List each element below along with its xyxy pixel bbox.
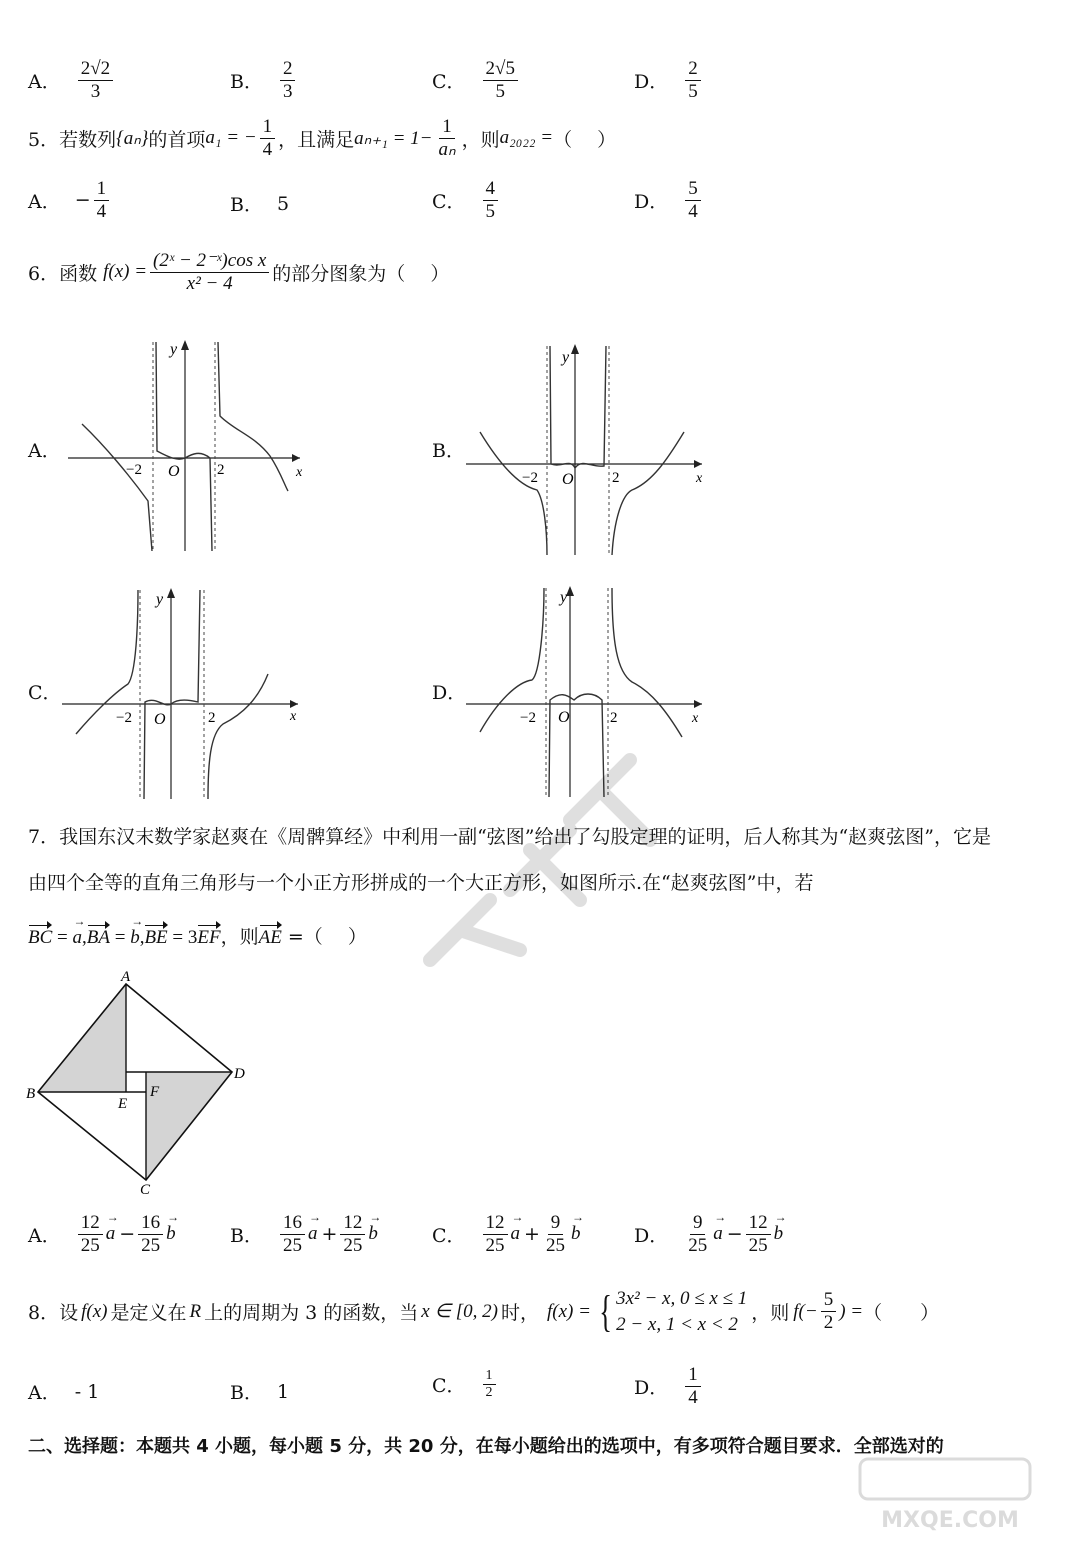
brand-text: MXQE.COM <box>881 1508 1019 1533</box>
q6-option-d-label: D． <box>432 682 467 704</box>
q6-c-origin: O <box>154 711 166 728</box>
q6-question: 6．函数 f(x) = $\frac{\text{(2ˣ − 2⁻ˣ)cos x}}{\text{x² − 4}}$ 的部分图象为（ ） <box>28 250 450 294</box>
q7-point-b: B <box>26 1086 36 1102</box>
q6-c-x-label: x <box>290 709 297 724</box>
q6-b-pos2: 2 <box>612 470 620 486</box>
q6-c-neg2: −2 <box>116 710 132 726</box>
q4-c-fraction: $\frac{2√5}{5}$ <box>483 58 518 103</box>
brand-logo-icon <box>850 1455 1050 1535</box>
q6-option-b-label: B． <box>432 440 465 462</box>
q7-condition: BC = → a,BA = → b,BE = 3EF，则AE =（ ） <box>28 922 367 949</box>
q5-question: 5．若数列 {aₙ} 的首项 a₁ = − $\frac{1}{4}$ ，且满足 aₙ₊₁ = 1− $\frac{1}{\text{aₙ}}$ ，则 a₂₀₂₂ = （ ） <box>28 116 617 160</box>
q6-a-x-label: x <box>296 465 303 480</box>
q6-c-pos2: 2 <box>208 710 216 726</box>
q5-option-c: C． $\frac{4}{5}$ <box>432 178 501 223</box>
q7-option-a: A． $\frac{12}{25}$ → a − $\frac{16}{25}$ → b <box>28 1212 176 1257</box>
q7-line1: 7．我国东汉末数学家赵爽在《周髀算经》中利用一副“弦图”给出了勾股定理的证明，后人称其为“赵爽弦图”，它是 <box>28 826 991 848</box>
q7-option-d: D． $\frac{9}{25}$ → a − $\frac{12}{25}$ → b <box>634 1212 783 1257</box>
q4-option-b: B． $\frac{2}{3}$ <box>230 58 298 103</box>
q6-graph-b <box>462 340 712 560</box>
q6-option-a-label: A． <box>28 440 61 462</box>
q6-d-x-label: x <box>692 711 699 726</box>
q8-option-a: A． - 1 <box>28 1380 100 1404</box>
q7-point-e: E <box>118 1096 128 1112</box>
q8-option-c: C． $\frac{1}{2}$ <box>432 1368 499 1401</box>
watermark-stamp-icon <box>400 730 680 990</box>
q4-b-fraction: $\frac{2}{3}$ <box>280 58 296 103</box>
q6-a-origin: O <box>168 463 180 480</box>
q6-c-y-label: y <box>156 591 164 608</box>
q7-option-c: C． $\frac{12}{25}$ → a + $\frac{9}{25}$ → b <box>432 1212 580 1257</box>
q6-a-neg2: −2 <box>126 462 142 478</box>
q7-point-a: A <box>121 969 131 985</box>
site-brand-watermark <box>850 1455 1050 1535</box>
q4-option-a: A． $\frac{2√2}{3}$ <box>28 58 116 103</box>
q8-question: 8．设 f(x) 是定义在 R 上的周期为 3 的函数，当 x ∈ [0, 2) 时， f(x) = { 3x² − x, 0 ≤ x ≤ 1 2 − x, 1 < x < 2 ，则 f(− $\frac{5}{2}$ ) = （ ） <box>28 1286 940 1336</box>
q6-b-origin: O <box>562 471 574 488</box>
q6-graph-c <box>58 584 308 804</box>
q6-option-c-label: C． <box>28 682 62 704</box>
q6-d-origin: O <box>558 709 570 726</box>
q4-option-d: D． $\frac{2}{5}$ <box>634 58 704 103</box>
section-2-heading: 二、选择题：本题共 4 小题，每小题 5 分，共 20 分，在每小题给出的选项中，有多项符合题目要求．全部选对的 <box>28 1436 944 1457</box>
q5-option-a: A． − $\frac{1}{4}$ <box>28 178 112 223</box>
q5-option-d: D． $\frac{5}{4}$ <box>634 178 704 223</box>
q4-option-c: C． $\frac{2√5}{5}$ <box>432 58 521 103</box>
q8-option-d: D． $\frac{1}{4}$ <box>634 1364 704 1409</box>
q7-zhao-shuang-diagram <box>20 968 260 1198</box>
q6-graph-a <box>60 336 310 556</box>
q5-option-b: B． 5 <box>230 192 290 216</box>
q6-a-y-label: y <box>170 341 178 358</box>
q4-a-fraction: $\frac{2√2}{3}$ <box>78 58 113 103</box>
q6-d-neg2: −2 <box>520 710 536 726</box>
q6-a-pos2: 2 <box>217 462 225 478</box>
q8-option-b: B． 1 <box>230 1380 290 1404</box>
q8-piecewise: { 3x² − x, 0 ≤ x ≤ 1 2 − x, 1 < x < 2 <box>599 1286 748 1336</box>
q7-point-d: D <box>234 1066 245 1082</box>
q6-d-y-label: y <box>560 589 568 606</box>
q7-point-f: F <box>150 1084 160 1100</box>
q6-b-neg2: −2 <box>522 470 538 486</box>
q7-line2: 由四个全等的直角三角形与一个小正方形拼成的一个大正方形，如图所示.在“赵爽弦图”中，若 <box>28 872 814 894</box>
q4-d-fraction: $\frac{2}{5}$ <box>685 58 701 103</box>
q6-d-pos2: 2 <box>610 710 618 726</box>
q7-option-b: B． $\frac{16}{25}$ → a + $\frac{12}{25}$ → b <box>230 1212 378 1257</box>
q6-b-y-label: y <box>562 349 570 366</box>
q6-b-x-label: x <box>696 471 703 486</box>
q7-point-c: C <box>140 1182 151 1198</box>
